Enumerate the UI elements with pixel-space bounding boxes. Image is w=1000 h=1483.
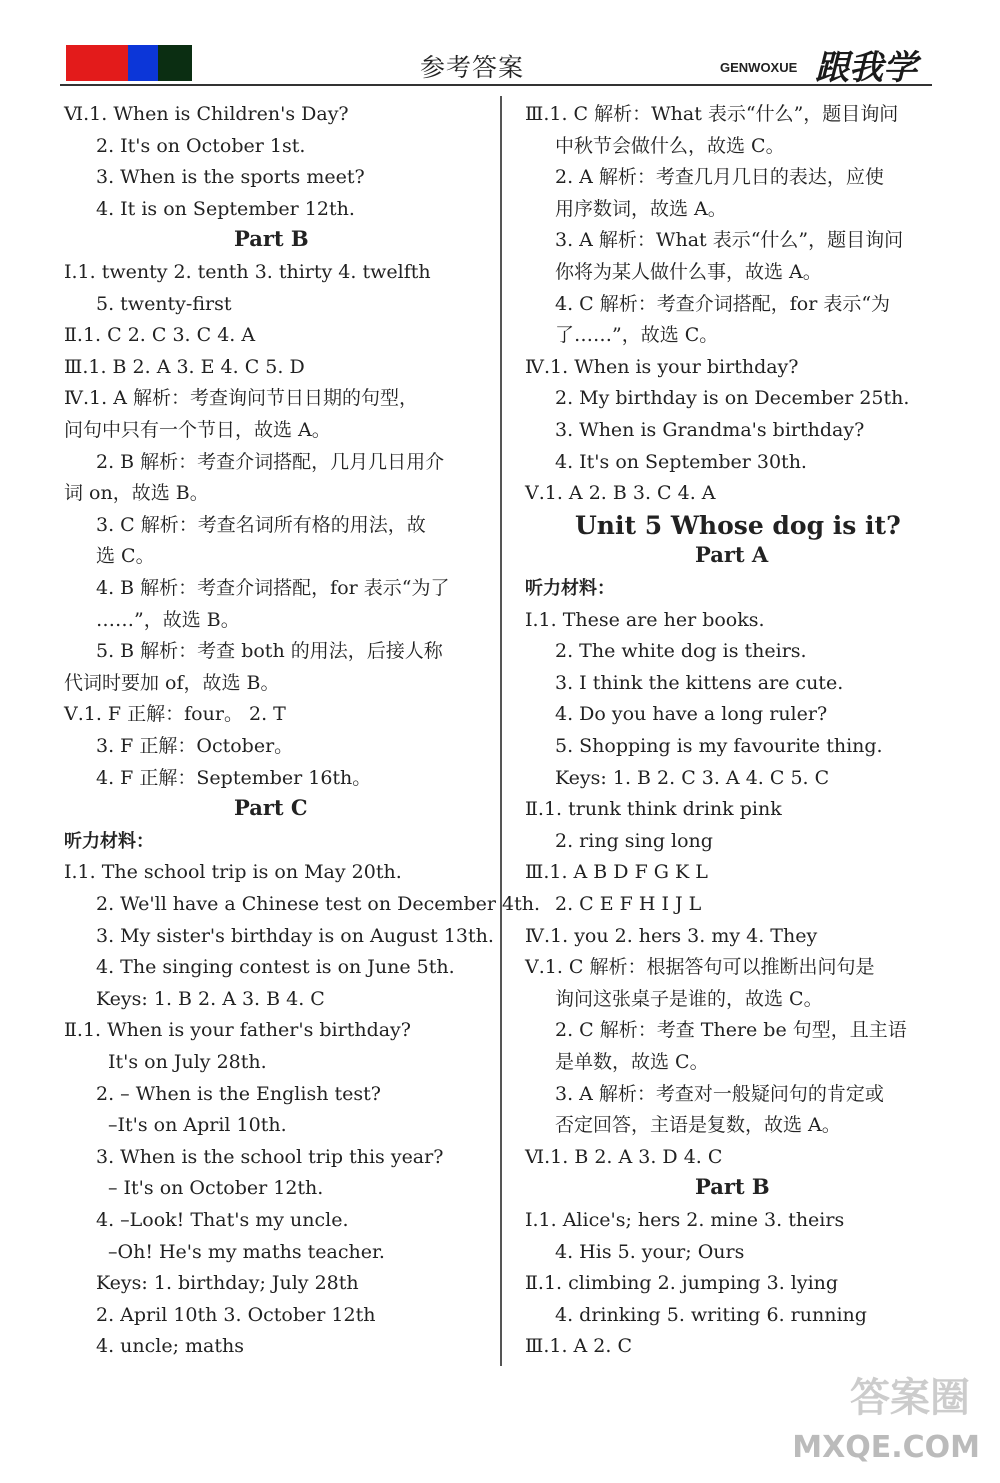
right-line: Keys: 1. B 2. C 3. A 4. C 5. C xyxy=(555,766,830,789)
left-line: 3. When is the sports meet? xyxy=(96,166,365,189)
left-line: 3. F 正解：October。 xyxy=(96,735,294,757)
page-header xyxy=(0,0,1000,95)
left-line: 2. B 解析：考查介词搭配，几月几日用介 xyxy=(96,450,445,473)
right-line: 3. When is Grandma's birthday? xyxy=(555,419,865,441)
left-line: 词 on，故选 B。 xyxy=(64,482,209,505)
right-line: Ⅰ.1. Alice's; hers 2. mine 3. theirs xyxy=(525,1209,845,1231)
right-line: 2. My birthday is on December 25th. xyxy=(555,387,910,410)
watermark-logo: 答案圈 xyxy=(850,1375,970,1421)
left-line: –Oh! He's my maths teacher. xyxy=(108,1240,385,1263)
left-line: –It's on April 10th. xyxy=(108,1114,287,1137)
right-line: 了……”，故选 C。 xyxy=(555,324,719,347)
left-section-heading: Part B xyxy=(234,226,309,252)
left-line: Ⅲ.1. B 2. A 3. E 4. C 5. D xyxy=(64,355,305,378)
left-line: 2. We'll have a Chinese test on December 4th. xyxy=(96,893,541,915)
right-line: 4. His 5. your; Ours xyxy=(555,1240,745,1263)
left-line: 4. uncle; maths xyxy=(96,1335,245,1358)
right-line: 3. A 解析：考查对一般疑问句的肯定或 xyxy=(555,1082,884,1105)
right-section-heading: Part B xyxy=(695,1174,770,1200)
left-line: 3. C 解析：考查名词所有格的用法，故 xyxy=(96,513,426,536)
left-line: Ⅴ.1. F 正解：four。 2. T xyxy=(64,703,286,726)
right-line: 4. Do you have a long ruler? xyxy=(555,703,828,726)
right-section-heading: Part A xyxy=(695,542,769,568)
left-line: Ⅰ.1. The school trip is on May 20th. xyxy=(64,861,402,884)
header-red-block xyxy=(66,45,128,81)
header-logo: 跟我学 xyxy=(815,48,917,88)
right-line: 询问这张桌子是谁的，故选 C。 xyxy=(555,987,823,1010)
right-line: Ⅰ.1. These are her books. xyxy=(525,608,765,631)
header-brand: GENWOXUE xyxy=(720,60,798,75)
left-line: 3. My sister's birthday is on August 13th. xyxy=(96,924,494,947)
right-line: 中秋节会做什么，故选 C。 xyxy=(555,134,785,157)
left-line: 4. The singing contest is on June 5th. xyxy=(96,956,455,979)
right-line: 用序数词，故选 A。 xyxy=(555,197,727,220)
left-line: 2. – When is the English test? xyxy=(96,1082,381,1105)
watermark-url: MXQE.COM xyxy=(792,1430,980,1465)
left-line: 代词时要加 of，故选 B。 xyxy=(64,671,280,694)
left-line: 4. B 解析：考查介词搭配，for 表示“为了 xyxy=(96,577,450,599)
left-line: 5. B 解析：考查 both 的用法，后接人称 xyxy=(96,640,443,663)
right-line: Ⅳ.1. When is your birthday? xyxy=(525,355,799,378)
left-line: Ⅵ.1. When is Children's Day? xyxy=(64,103,349,125)
left-line: Ⅰ.1. twenty 2. tenth 3. thirty 4. twelfth xyxy=(64,261,431,283)
right-line: 你将为某人做什么事，故选 A。 xyxy=(555,261,822,283)
left-line: Keys: 1. birthday; July 28th xyxy=(96,1272,359,1295)
right-line: 否定回答，主语是复数，故选 A。 xyxy=(555,1114,841,1137)
left-line: 4. It is on September 12th. xyxy=(96,197,355,220)
header-title: 参考答案 xyxy=(420,53,525,82)
header-blue-block xyxy=(128,45,158,81)
right-line: 3. A 解析：What 表示“什么”，题目询问 xyxy=(555,229,904,252)
left-line: 3. When is the school trip this year? xyxy=(96,1145,444,1168)
right-line: 2. The white dog is theirs. xyxy=(555,640,807,663)
right-line: Ⅲ.1. C 解析：What 表示“什么”，题目询问 xyxy=(525,103,899,125)
left-listening-label: 听力材料： xyxy=(64,830,154,852)
left-section-heading: Part C xyxy=(234,795,308,821)
right-line: Ⅲ.1. A B D F G K L xyxy=(525,861,708,884)
right-line: Ⅱ.1. trunk think drink pink xyxy=(525,798,782,821)
left-line: 4. –Look! That's my uncle. xyxy=(96,1209,349,1231)
right-line: 2. ring sing long xyxy=(555,829,713,852)
left-line: 2. April 10th 3. October 12th xyxy=(96,1303,376,1326)
right-line: 5. Shopping is my favourite thing. xyxy=(555,735,883,757)
left-line: It's on July 28th. xyxy=(108,1051,267,1073)
left-line: Ⅱ.1. When is your father's birthday? xyxy=(64,1019,411,1042)
left-line: Keys: 1. B 2. A 3. B 4. C xyxy=(96,987,325,1010)
left-line: Ⅱ.1. C 2. C 3. C 4. A xyxy=(64,324,256,347)
left-line: – It's on October 12th. xyxy=(108,1177,324,1200)
left-line: 选 C。 xyxy=(96,545,155,568)
right-line: Ⅵ.1. B 2. A 3. D 4. C xyxy=(525,1145,723,1168)
right-line: 是单数，故选 C。 xyxy=(555,1051,709,1073)
right-line: 2. C 解析：考查 There be 句型，且主语 xyxy=(555,1019,907,1042)
left-line: Ⅳ.1. A 解析：考查询问节日日期的句型， xyxy=(64,387,418,410)
left-line: ……”，故选 B。 xyxy=(96,608,240,631)
right-line: 2. C E F H I J L xyxy=(555,893,702,915)
right-listening-label: 听力材料： xyxy=(525,578,615,599)
header-rule xyxy=(60,84,932,86)
right-line: Ⅲ.1. A 2. C xyxy=(525,1335,632,1358)
column-divider xyxy=(500,96,502,1366)
left-line: 5. twenty-first xyxy=(96,292,232,315)
right-line: Ⅱ.1. climbing 2. jumping 3. lying xyxy=(525,1272,839,1295)
left-line: 问句中只有一个节日，故选 A。 xyxy=(64,419,331,441)
right-line: 4. It's on September 30th. xyxy=(555,450,807,473)
left-line: 4. F 正解：September 16th。 xyxy=(96,766,372,789)
right-line: 2. A 解析：考查几月几日的表达，应使 xyxy=(555,166,884,189)
right-line: 3. I think the kittens are cute. xyxy=(555,671,844,694)
header-green-block xyxy=(158,45,192,81)
unit-title: Unit 5 Whose dog is it? xyxy=(575,510,901,540)
right-line: 4. drinking 5. writing 6. running xyxy=(555,1303,867,1326)
right-line: 4. C 解析：考查介词搭配，for 表示“为 xyxy=(555,292,891,315)
right-line: Ⅳ.1. you 2. hers 3. my 4. They xyxy=(525,924,818,947)
left-line: 2. It's on October 1st. xyxy=(96,134,306,157)
right-line: Ⅴ.1. C 解析：根据答句可以推断出问句是 xyxy=(525,956,875,979)
right-line: Ⅴ.1. A 2. B 3. C 4. A xyxy=(525,482,716,505)
